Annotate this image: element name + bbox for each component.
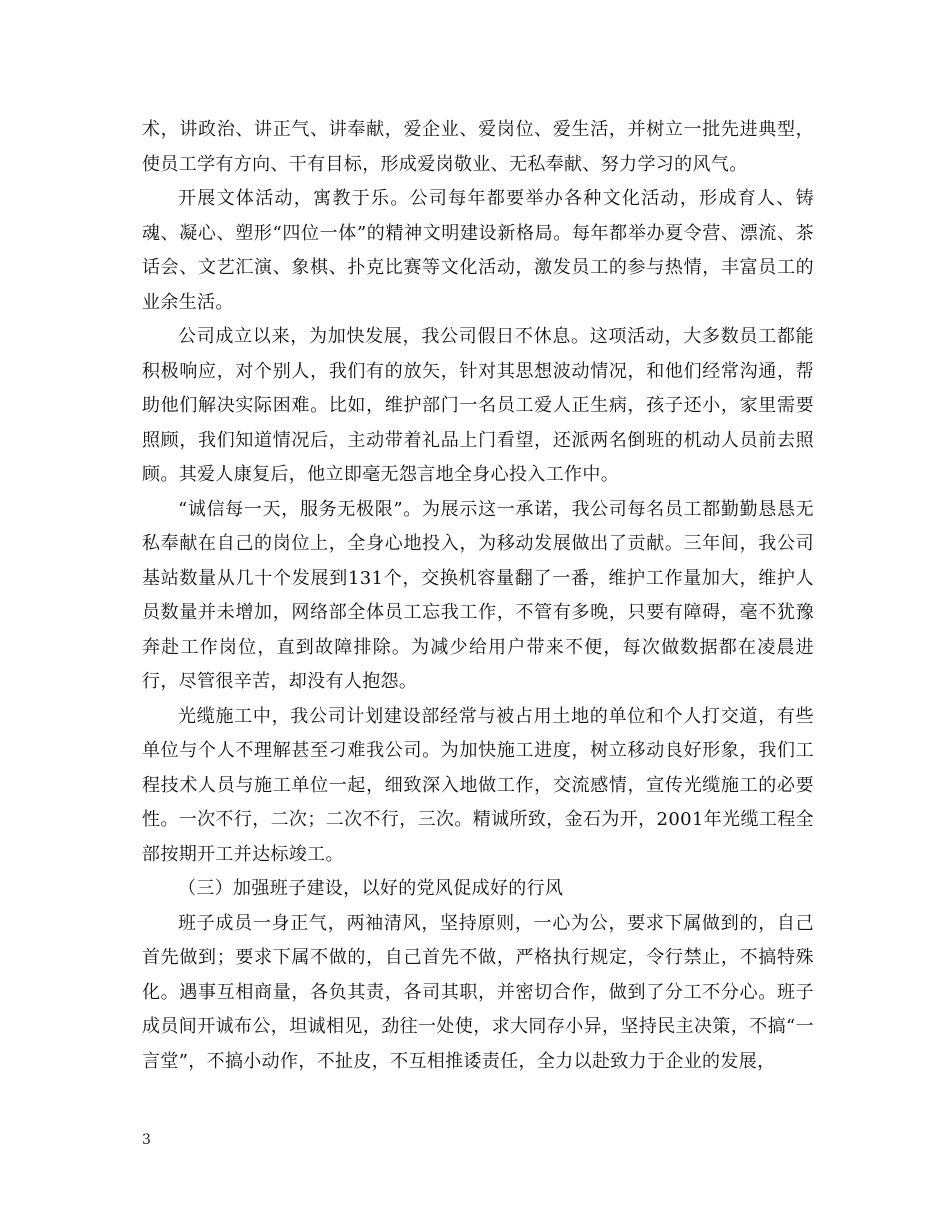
paragraph-6: 班子成员一身正气，两袖清风，坚持原则，一心为公，要求下属做到的，自己首先做到；要求下属不做的，自己首先不做，严格执行规定，令行禁止，不搞特殊化。遇事互相商量，各负其责，各司其职，并密切合作，做到了分工不分心。班子成员间开诚布公，坦诚相见，劲往一处使，求大同存小异，坚持民主决策，不搞“一言堂”，不搞小动作，不扯皮，不互相推诿责任，全力以赴致力于企业的发展， — [142, 912, 814, 1072]
paragraph-5: 光缆施工中，我公司计划建设部经常与被占用土地的单位和个人打交道，有些单位与个人不理解甚至刁难我公司。为加快施工进度，树立移动良好形象，我们工程技术人员与施工单位一起，细致深入地做工作，交流感情，宣传光缆施工的必要性。一次不行，二次；二次不行，三次。精诚所致，金石为开，2001年光缆工程全部按期开工并达标竣工。 — [142, 705, 814, 865]
paragraph-4: “诚信每一天，服务无极限”。为展示这一承诺，我公司每名员工都勤勤恳恳无私奉献在自己的岗位上，全身心地投入，为移动发展做出了贡献。三年间，我公司基站数量从几十个发展到131个，交换机容量翻了一番，维护工作量加大，维护人员数量并未增加，网络部全体员工忘我工作，不管有多晚，只要有障碍，毫不犹豫奔赴工作岗位，直到故障排除。为减少给用户带来不便，每次做数据都在凌晨进行，尽管很辛苦，却没有人抱怨。 — [142, 498, 814, 692]
section-heading: （三）加强班子建设，以好的党风促成好的行风 — [178, 878, 564, 899]
paragraph-2: 开展文体活动，寓教于乐。公司每年都要举办各种文化活动，形成育人、铸魂、凝心、塑形“四位一体”的精神文明建设新格局。每年都举办夏令营、漂流、茶话会、文艺汇演、象棋、扑克比赛等文化活动，激发员工的参与热情，丰富员工的业余生活。 — [142, 188, 814, 313]
page-number: 3 — [142, 1132, 151, 1148]
paragraph-1: 术，讲政治、讲正气、讲奉献，爱企业、爱岗位、爱生活，并树立一批先进典型，使员工学有方向、干有目标，形成爱岗敬业、无私奉献、努力学习的风气。 — [142, 119, 814, 175]
paragraph-3: 公司成立以来，为加快发展，我公司假日不休息。这项活动，大多数员工都能积极响应，对个别人，我们有的放矢，针对其思想波动情况，和他们经常沟通，帮助他们解决实际困难。比如，维护部门一名员工爱人正生病，孩子还小，家里需要照顾，我们知道情况后，主动带着礼品上门看望，还派两名倒班的机动人员前去照顾。其爱人康复后，他立即毫无怨言地全身心投入工作中。 — [142, 326, 814, 485]
document-body — [142, 113, 814, 1079]
